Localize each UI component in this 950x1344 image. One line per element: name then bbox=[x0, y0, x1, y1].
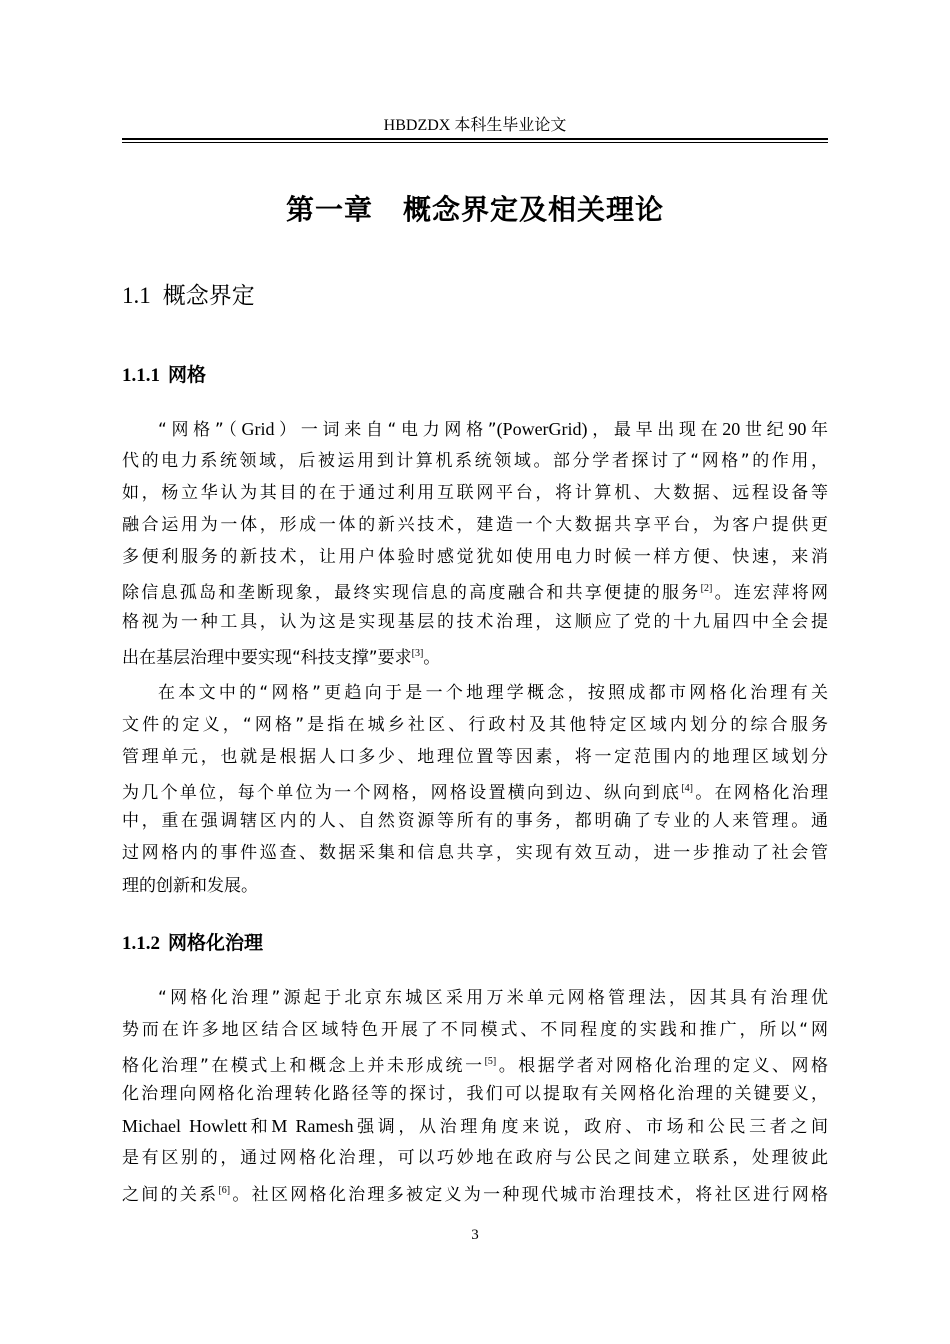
paragraph-2 bbox=[122, 677, 828, 902]
paragraph-1-line: 格视为一种工具，认为这是实现基层的技术治理，这顺应了党的十九届四中全会提 bbox=[122, 611, 828, 632]
paragraph-1-line: 多便利服务的新技术，让用户体验时感觉犹如使用电力时候一样方便、快速，来消 bbox=[122, 547, 828, 568]
paragraph-2-line: 中，重在强调辖区内的人、自然资源等所有的事务，都明确了专业的人来管理。通 bbox=[122, 811, 828, 832]
paragraph-1-line: 除信息孤岛和垄断现象，最终实现信息的高度融合和共享便捷的服务[2]。连宏萍将网 bbox=[122, 583, 829, 604]
chapter-number: 第一章 bbox=[285, 193, 373, 226]
subsection-title-2: 网格化治理 bbox=[168, 932, 264, 954]
citation-ref: [3] bbox=[411, 647, 424, 659]
paragraph-1-line: 融合运用为一体，形成一体的新兴技术，建造一个大数据共享平台，为客户提供更 bbox=[122, 515, 828, 536]
section-title: 概念界定 bbox=[162, 283, 255, 309]
page-number: 3 bbox=[471, 1227, 479, 1243]
paragraph-3-line: 势而在许多地区结合区域特色开展了不同模式、不同程度的实践和推广，所以“网 bbox=[122, 1020, 828, 1041]
paragraph-2-line: 文件的定义，“网格”是指在城乡社区、行政村及其他特定区域内划分的综合服务 bbox=[122, 715, 828, 736]
header-rule-thick bbox=[122, 138, 828, 140]
subsection-number-1: 1.1.1 bbox=[122, 365, 160, 386]
section-number: 1.1 bbox=[122, 283, 151, 308]
paragraph-3-line: 格化治理”在模式上和概念上并未形成统一[5]。根据学者对网格化治理的定义、网格 bbox=[122, 1056, 829, 1077]
chapter-name: 概念界定及相关理论 bbox=[403, 193, 665, 226]
subsection-heading-2 bbox=[122, 930, 263, 957]
paragraph-2-line: 理的创新和发展。 bbox=[122, 875, 258, 896]
subsection-title-1: 网格 bbox=[168, 364, 207, 386]
paragraph-3-line: 是有区别的，通过网格化治理，可以巧妙地在政府与公民之间建立联系，处理彼此 bbox=[122, 1148, 828, 1169]
citation-ref: [5] bbox=[484, 1056, 497, 1068]
subsection-number-2: 1.1.2 bbox=[122, 933, 160, 954]
section-heading bbox=[122, 281, 255, 311]
running-header: HBDZDX 本科生毕业论文 bbox=[383, 117, 567, 134]
paragraph-2-line: 在本文中的“网格”更趋向于是一个地理学概念，按照成都市网格化治理有关 bbox=[158, 683, 828, 703]
paragraph-1-line: 如，杨立华认为其目的在于通过利用互联网平台，将计算机、大数据、远程设备等 bbox=[122, 483, 828, 504]
paragraph-3-line: “网格化治理”源起于北京东城区采用万米单元网格管理法，因其具有治理优 bbox=[158, 988, 828, 1008]
paragraph-2-line: 过网格内的事件巡查、数据采集和信息共享，实现有效互动，进一步推动了社会管 bbox=[122, 843, 828, 864]
paragraph-3-line: 之间的关系[6]。社区网格化治理多被定义为一种现代城市治理技术，将社区进行网格 bbox=[122, 1184, 829, 1205]
paragraph-1-line: “网格”（Grid）一词来自“电力网格”(PowerGrid)，最早出现在20世纪90年 bbox=[158, 419, 829, 440]
paragraph-3 bbox=[122, 982, 828, 1207]
paragraph-1-line: 代的电力系统领域，后被运用到计算机系统领域。部分学者探讨了“网格”的作用， bbox=[122, 451, 828, 472]
citation-ref: [6] bbox=[218, 1184, 231, 1196]
paragraph-3-line: Michael Howlett和M Ramesh强调，从治理角度来说，政府、市场和公民三者之间 bbox=[122, 1116, 829, 1138]
paragraph-1-line: 出在基层治理中要实现“科技支撑”要求[3]。 bbox=[122, 647, 441, 668]
paragraph-2-line: 管理单元，也就是根据人口多少、地理位置等因素，将一定范围内的地理区域划分 bbox=[122, 747, 828, 768]
paragraph-1 bbox=[122, 413, 828, 670]
chapter-title bbox=[122, 192, 828, 228]
citation-ref: [4] bbox=[681, 783, 693, 795]
paragraph-2-line: 为几个单位，每个单位为一个网格，网格设置横向到边、纵向到底[4]。在网格化治理 bbox=[122, 783, 829, 804]
citation-ref: [2] bbox=[700, 583, 713, 595]
subsection-heading-1 bbox=[122, 362, 206, 389]
paragraph-3-line: 化治理向网格化治理转化路径等的探讨，我们可以提取有关网格化治理的关键要义， bbox=[122, 1084, 828, 1105]
header-rule-thin bbox=[122, 142, 828, 143]
